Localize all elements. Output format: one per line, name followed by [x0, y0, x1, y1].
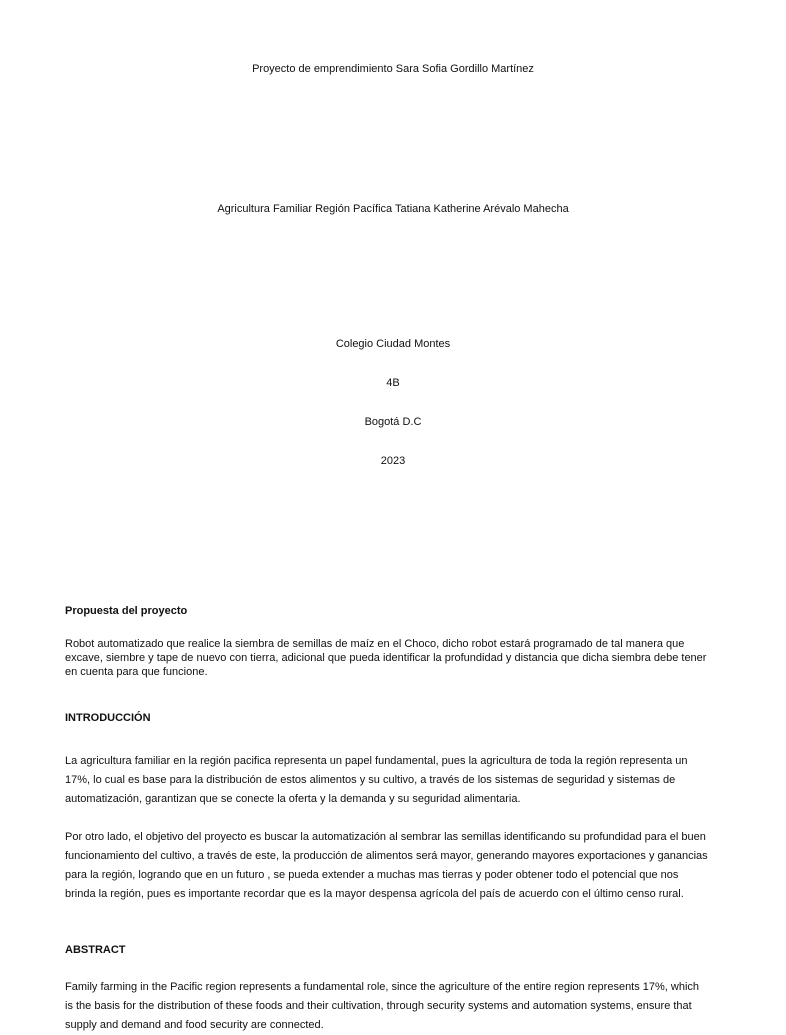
introduction-heading: INTRODUCCIÓN [65, 712, 151, 724]
abstract-paragraph-1: Family farming in the Pacific region represents a fundamental role, since the agriculture of the entire region represents 17%, which is the basis for the distribution of these foods and their cultivation, through security systems and automation systems, ensure that supply and demand and food security are connected. [65, 981, 700, 1031]
introduction-paragraph-1: La agricultura familiar en la región pacifica representa un papel fundamental, pues la agricultura de toda la región representa un 17%, lo cual es base para la distribución de estos alimentos y su cultivo, a través de los sistemas de seguridad y sistemas de automatización, garantizan que se conecte la oferta y la demanda y su seguridad alimentaria. [65, 755, 688, 805]
cover-title-line: Proyecto de emprendimiento Sara Sofia Gordillo Martínez [252, 63, 534, 75]
cover-city: Bogotá D.C [364, 416, 422, 428]
proposal-text: Robot automatizado que realice la siembra de semillas de maíz en el Choco, dicho robot estará programado de tal manera que excave, siembre y tape de nuevo con tierra, adicional que pueda identificar la profundidad y distancia que dicha siembra debe tener en cuenta para que funcione. [65, 638, 707, 678]
cover-school: Colegio Ciudad Montes [335, 338, 451, 350]
introduction-paragraph-2: Por otro lado, el objetivo del proyecto es buscar la automatización al sembrar las semillas identificando su profundidad para el buen funcionamiento del cultivo, a través de este, la producción de alimentos será mayor, generando mayores exportaciones y ganancias para la región, logrando que en un futuro , se pueda extender a muchas mas tierras y poder obtener todo el potencial que nos brinda la región, pues es importante recordar que es la mayor despensa agrícola del país de acuerdo con el último censo rural. [65, 831, 708, 900]
abstract-heading: ABSTRACT [65, 944, 126, 956]
cover-year: 2023 [380, 455, 406, 467]
proposal-heading: Propuesta del proyecto [65, 605, 188, 617]
cover-grade: 4B [386, 377, 400, 389]
cover-subtitle-line: Agricultura Familiar Región Pacífica Tatiana Katherine Arévalo Mahecha [217, 203, 569, 215]
